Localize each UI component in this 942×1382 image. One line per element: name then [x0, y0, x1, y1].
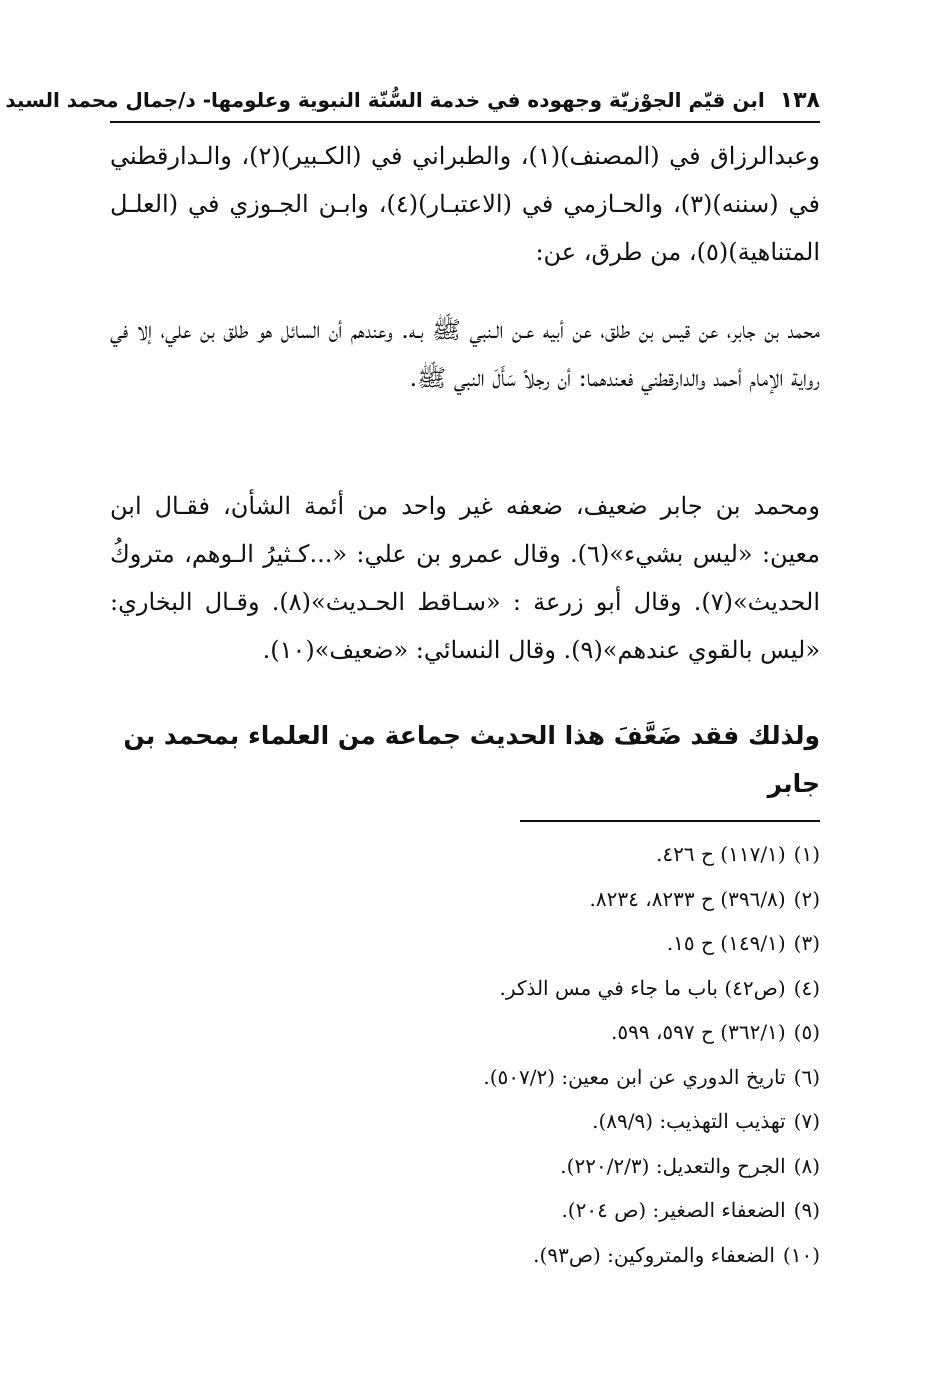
footnote-separator — [520, 820, 820, 822]
running-header — [5, 80, 820, 123]
footnote-text: تهذيب التهذيب: (٨٩/٩). — [592, 1109, 786, 1133]
footnote-number: (٨) — [793, 1153, 820, 1178]
section-heading: ولذلك فقد ضَعَّفَ هذا الحديث جماعة من العلماء بمحمد بن جابر — [123, 721, 820, 798]
paragraph-text: وعبدالرزاق في (المصنف)(١)، والطبراني في (الكـبير)(٢)، والـدارقطني في (سننه)(٣)، والحـازمي في (الاعتبـار)(٤)، وابـن الجـوزي في (العلـل المتناهية)(٥)، من طرق، عن: — [110, 142, 820, 266]
footnote-text: الضعفاء الصغير: (ص ٢٠٤). — [561, 1198, 786, 1222]
footnotes-list — [110, 832, 820, 1277]
paragraph-3 — [110, 482, 820, 674]
footnote-number: (١) — [793, 842, 820, 866]
footnote-number: (٧) — [793, 1109, 820, 1133]
footnote-text: الضعفاء والمتروكين: (ص٩٣). — [533, 1242, 775, 1267]
footnote-number: (٩) — [793, 1198, 820, 1222]
footnote-item — [110, 1144, 820, 1189]
paragraph-text: ومحمد بن جابر ضعيف، ضعفه غير واحد من أئمة الشأن، فقـال ابن معين: «ليس بشيء»(٦). وقال عمرو بن علي: «...كـثيرُ الـوهم، متروكُ الحديث»(٧). وقال أبو زرعة : «سـاقط الحـديث»(٨). وقـال البخاري: «ليس بالقوي عندهم»(٩). وقال النسائي: «ضعيف»(١٠). — [110, 492, 820, 664]
footnote-item — [110, 1010, 820, 1055]
paragraph-2 — [110, 306, 820, 402]
footnote-number: (١٠) — [782, 1242, 820, 1267]
footnote-text: (٣٩٦/٨) ح ٨٢٣٣، ٨٢٣٤. — [589, 886, 786, 911]
footnote-number: (٤) — [793, 975, 820, 1000]
footnote-item — [110, 877, 820, 922]
footnote-number: (٣) — [793, 931, 820, 955]
footnote-text: (١١٧/١) ح ٤٢٦. — [656, 842, 786, 866]
footnote-text: تاريخ الدوري عن ابن معين: (٥٠٧/٢). — [483, 1064, 786, 1089]
footnote-number: (٦) — [793, 1064, 820, 1089]
footnote-item — [110, 921, 820, 966]
footnote-text: (١٤٩/١) ح ١٥. — [666, 931, 786, 955]
footnote-number: (٢) — [793, 886, 820, 911]
footnote-item — [110, 1099, 820, 1144]
footnote-text: (ص٤٢) باب ما جاء في مس الذكر. — [499, 975, 786, 1000]
running-title: ابن قيّم الجوْزيّة وجهوده في خدمة السُّنّة النبوية وعلومها- د/جمال محمد السيد — [5, 88, 765, 112]
page-number: ١٣٨ — [779, 88, 820, 113]
footnote-item — [110, 1233, 820, 1278]
footnote-item — [110, 966, 820, 1011]
footnote-text: (٣٦٢/١) ح ٥٩٧، ٥٩٩. — [611, 1020, 786, 1044]
paragraph-1 — [110, 132, 820, 276]
footnote-number: (٥) — [793, 1020, 820, 1044]
footnote-item — [110, 832, 820, 877]
paragraph-text: محمد بن جابر، عن قيس بن طلق، عن أبيه عـن الـنبي ﷺ بـه. وعندهم أن السائل هو طلق بن علي، إلا في رواية الإمام أحمد والدارقطني فعندهما: أن رجلاً سَأَلَ النبي ﷺ. — [110, 316, 820, 392]
footnote-item — [110, 1055, 820, 1100]
footnote-text: الجرح والتعديل: (٢٢٠/٢/٣). — [560, 1153, 786, 1178]
footnote-item — [110, 1188, 820, 1233]
